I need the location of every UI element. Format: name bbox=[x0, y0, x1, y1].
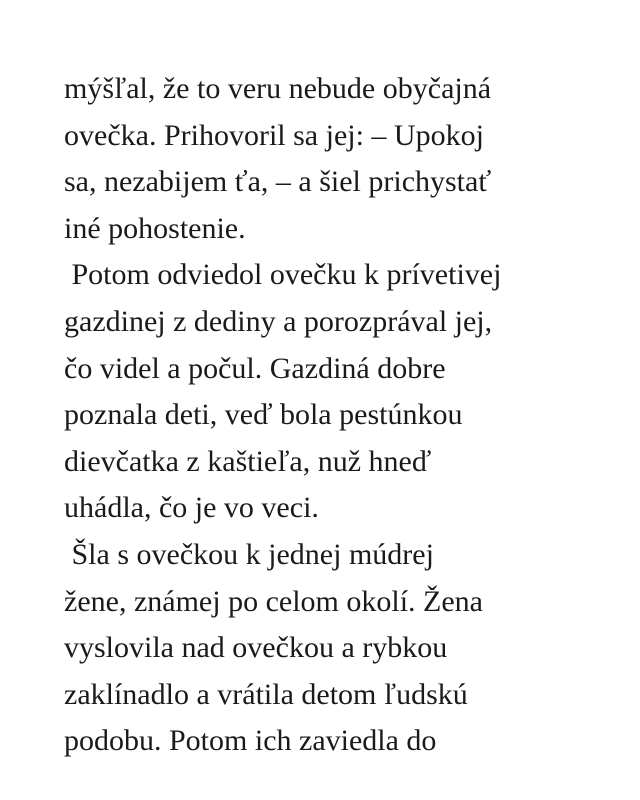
text-line: čo videl a počul. Gazdiná dobre bbox=[64, 351, 446, 385]
text-line: žene, známej po celom okolí. Žena bbox=[64, 584, 483, 618]
text-line: sa, nezabijem ťa, – a šiel prichystať bbox=[64, 165, 492, 199]
text-line: podobu. Potom ich zaviedla do bbox=[64, 724, 437, 758]
text-line: Šla s ovečkou k jednej múdrej bbox=[64, 537, 434, 571]
text-line: Potom odviedol ovečku k prívetivej bbox=[64, 258, 502, 292]
text-line: mýšľal, že to veru nebude obyčajná bbox=[64, 72, 492, 105]
story-text bbox=[64, 66, 584, 765]
text-line: zaklínadlo a vrátila detom ľudskú bbox=[64, 677, 468, 711]
text-line: uhádla, čo je vo veci. bbox=[64, 491, 319, 525]
text-line: poznala deti, veď bola pestúnkou bbox=[64, 398, 463, 432]
text-line: iné pohostenie. bbox=[64, 211, 246, 245]
text-line: dievčatka z kaštieľa, nuž hneď bbox=[64, 444, 432, 478]
text-line: gazdinej z dediny a porozprával jej, bbox=[64, 304, 493, 338]
text-line: vyslovila nad ovečkou a rybkou bbox=[64, 631, 448, 665]
text-line: ovečka. Prihovoril sa jej: – Upokoj bbox=[64, 118, 484, 152]
